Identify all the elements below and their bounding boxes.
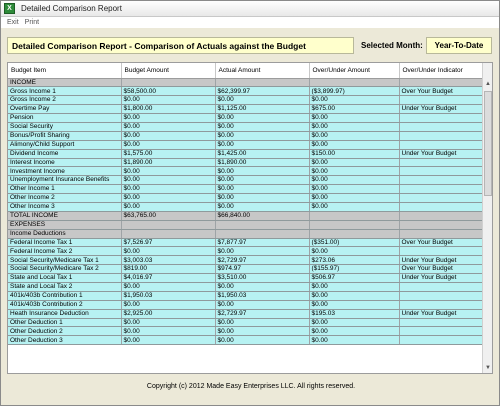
budget-amount-cell[interactable]: $0.00 [121,336,215,345]
over-under-indicator-cell[interactable] [399,300,484,309]
over-under-indicator-cell[interactable] [399,122,484,131]
actual-amount-cell[interactable]: $0.00 [215,176,309,185]
budget-item-cell[interactable]: State and Local Tax 2 [8,282,121,291]
report-title: Detailed Comparison Report - Comparison of Actuals against the Budget [7,37,354,54]
scroll-down-arrow-icon[interactable]: ▼ [485,365,491,371]
over-under-indicator-cell[interactable] [399,291,484,300]
table-row[interactable] [8,140,484,149]
table-row[interactable] [8,300,484,309]
over-under-amount-cell[interactable]: ($351.00) [309,238,399,247]
budget-amount-cell[interactable]: $0.00 [121,247,215,256]
actual-amount-cell[interactable]: $66,840.00 [215,211,309,220]
over-under-indicator-cell[interactable]: Under Your Budget [399,256,484,265]
actual-amount-cell[interactable]: $0.00 [215,114,309,123]
actual-amount-cell[interactable]: $0.00 [215,122,309,131]
actual-amount-cell[interactable]: $1,890.00 [215,158,309,167]
budget-item-cell[interactable]: Pension [8,114,121,123]
over-under-indicator-cell[interactable] [399,318,484,327]
over-under-amount-cell[interactable]: ($3,899.97) [309,87,399,96]
over-under-indicator-cell[interactable] [399,327,484,336]
over-under-indicator-cell[interactable] [399,185,484,194]
table-row[interactable] [8,291,484,300]
column-header-over-under-amount[interactable]: Over/Under Amount [309,63,399,78]
actual-amount-cell[interactable]: $0.00 [215,194,309,203]
over-under-indicator-cell[interactable]: Over Your Budget [399,238,484,247]
over-under-amount-cell[interactable]: $0.00 [309,131,399,140]
budget-amount-cell[interactable] [121,220,215,229]
over-under-indicator-cell[interactable] [399,202,484,211]
table-row[interactable] [8,336,484,345]
budget-amount-cell[interactable]: $819.00 [121,265,215,274]
table-row[interactable] [8,185,484,194]
over-under-amount-cell[interactable]: $195.03 [309,309,399,318]
budget-item-cell[interactable]: Other Income 1 [8,185,121,194]
over-under-indicator-cell[interactable] [399,158,484,167]
budget-amount-cell[interactable]: $63,765.00 [121,211,215,220]
table-row[interactable] [8,194,484,203]
budget-item-cell[interactable]: Gross Income 2 [8,96,121,105]
table-row[interactable] [8,176,484,185]
budget-item-cell[interactable]: Gross Income 1 [8,87,121,96]
table-row[interactable] [8,265,484,274]
over-under-indicator-cell[interactable] [399,114,484,123]
actual-amount-cell[interactable]: $0.00 [215,96,309,105]
over-under-amount-cell[interactable]: $0.00 [309,167,399,176]
budget-item-cell[interactable]: Other Income 3 [8,202,121,211]
table-row[interactable] [8,131,484,140]
budget-item-cell[interactable]: Social Security/Medicare Tax 1 [8,256,121,265]
actual-amount-cell[interactable]: $0.00 [215,167,309,176]
budget-item-cell[interactable]: Unemployment Insurance Benefits [8,176,121,185]
menu-bar [1,17,499,28]
over-under-indicator-cell[interactable]: Under Your Budget [399,274,484,283]
over-under-amount-cell[interactable]: $675.00 [309,105,399,114]
budget-amount-cell[interactable]: $0.00 [121,131,215,140]
section-row[interactable] [8,211,484,220]
over-under-amount-cell[interactable]: $273.06 [309,256,399,265]
actual-amount-cell[interactable]: $0.00 [215,140,309,149]
over-under-indicator-cell[interactable] [399,167,484,176]
actual-amount-cell[interactable]: $0.00 [215,247,309,256]
menu-exit[interactable]: Exit [7,19,19,26]
over-under-indicator-cell[interactable] [399,336,484,345]
over-under-indicator-cell[interactable]: Under Your Budget [399,149,484,158]
budget-item-cell[interactable]: Alimony/Child Support [8,140,121,149]
over-under-indicator-cell[interactable]: Over Your Budget [399,87,484,96]
section-row[interactable] [8,220,484,229]
over-under-amount-cell[interactable]: $0.00 [309,194,399,203]
over-under-amount-cell[interactable]: $0.00 [309,336,399,345]
over-under-indicator-cell[interactable] [399,247,484,256]
table-row[interactable] [8,122,484,131]
budget-amount-cell[interactable]: $0.00 [121,140,215,149]
budget-item-cell[interactable]: Bonus/Profit Sharing [8,131,121,140]
over-under-indicator-cell[interactable] [399,282,484,291]
budget-amount-cell[interactable] [121,229,215,238]
comparison-table [8,63,485,345]
table-row[interactable] [8,247,484,256]
over-under-amount-cell[interactable] [309,229,399,238]
over-under-indicator-cell[interactable] [399,211,484,220]
budget-amount-cell[interactable]: $1,800.00 [121,105,215,114]
actual-amount-cell[interactable]: $62,399.97 [215,87,309,96]
actual-amount-cell[interactable]: $0.00 [215,282,309,291]
over-under-indicator-cell[interactable]: Under Your Budget [399,309,484,318]
over-under-amount-cell[interactable]: $0.00 [309,291,399,300]
budget-item-cell[interactable]: TOTAL INCOME [8,211,121,220]
actual-amount-cell[interactable]: $2,729.97 [215,309,309,318]
actual-amount-cell[interactable]: $2,729.97 [215,256,309,265]
over-under-amount-cell[interactable]: $0.00 [309,96,399,105]
actual-amount-cell[interactable]: $0.00 [215,336,309,345]
actual-amount-cell[interactable]: $0.00 [215,185,309,194]
section-row[interactable] [8,78,484,87]
table-row[interactable] [8,327,484,336]
table-row[interactable] [8,318,484,327]
over-under-amount-cell[interactable]: $0.00 [309,202,399,211]
budget-amount-cell[interactable] [121,78,215,87]
table-row[interactable] [8,256,484,265]
over-under-amount-cell[interactable]: $0.00 [309,176,399,185]
budget-amount-cell[interactable]: $1,575.00 [121,149,215,158]
table-row[interactable] [8,309,484,318]
over-under-indicator-cell[interactable] [399,140,484,149]
table-row[interactable] [8,149,484,158]
actual-amount-cell[interactable]: $1,125.00 [215,105,309,114]
actual-amount-cell[interactable] [215,229,309,238]
over-under-indicator-cell[interactable] [399,131,484,140]
budget-amount-cell[interactable]: $0.00 [121,327,215,336]
over-under-amount-cell[interactable]: $506.97 [309,274,399,283]
table-row[interactable] [8,158,484,167]
table-row[interactable] [8,282,484,291]
budget-amount-cell[interactable]: $0.00 [121,114,215,123]
budget-amount-cell[interactable]: $2,925.00 [121,309,215,318]
budget-item-cell[interactable]: EXPENSES [8,220,121,229]
budget-item-cell[interactable]: Other Deduction 1 [8,318,121,327]
budget-amount-cell[interactable]: $0.00 [121,194,215,203]
actual-amount-cell[interactable]: $974.97 [215,265,309,274]
menu-print[interactable]: Print [24,19,40,26]
copyright-text: Copyright (c) 2012 Made Easy Enterprises LLC. All rights reserved. [146,383,356,390]
budget-item-cell[interactable]: Social Security [8,122,121,131]
budget-amount-cell[interactable]: $0.00 [121,185,215,194]
header-row [8,63,484,78]
over-under-indicator-cell[interactable] [399,220,484,229]
table-row[interactable] [8,87,484,96]
budget-item-cell[interactable]: State and Local Tax 1 [8,274,121,283]
budget-amount-cell[interactable]: $0.00 [121,96,215,105]
title-bar [1,1,499,17]
over-under-amount-cell[interactable]: $0.00 [309,158,399,167]
actual-amount-cell[interactable]: $1,950.03 [215,291,309,300]
over-under-indicator-cell[interactable] [399,96,484,105]
over-under-amount-cell[interactable]: $0.00 [309,122,399,131]
budget-amount-cell[interactable]: $1,890.00 [121,158,215,167]
table-row[interactable] [8,274,484,283]
table-row[interactable] [8,114,484,123]
budget-item-cell[interactable]: Income Deductions [8,229,121,238]
scroll-thumb[interactable] [484,91,492,196]
over-under-amount-cell[interactable]: ($155.97) [309,265,399,274]
budget-item-cell[interactable]: Dividend Income [8,149,121,158]
column-header-actual-amount[interactable]: Actual Amount [215,63,309,78]
budget-item-cell[interactable]: INCOME [8,78,121,87]
scroll-up-arrow-icon[interactable]: ▲ [485,81,491,87]
budget-item-cell[interactable]: Federal Income Tax 2 [8,247,121,256]
over-under-amount-cell[interactable]: $0.00 [309,114,399,123]
budget-amount-cell[interactable]: $0.00 [121,167,215,176]
budget-amount-cell[interactable]: $0.00 [121,122,215,131]
budget-item-cell[interactable]: Social Security/Medicare Tax 2 [8,265,121,274]
budget-item-cell[interactable]: Other Deduction 2 [8,327,121,336]
over-under-indicator-cell[interactable] [399,176,484,185]
budget-item-cell[interactable]: Other Deduction 3 [8,336,121,345]
report-header [1,28,499,62]
over-under-amount-cell[interactable]: $0.00 [309,247,399,256]
budget-item-cell[interactable]: Overtime Pay [8,105,121,114]
over-under-indicator-cell[interactable]: Over Your Budget [399,265,484,274]
window-title: Detailed Comparison Report [21,4,122,13]
budget-item-cell[interactable]: Federal Income Tax 1 [8,238,121,247]
actual-amount-cell[interactable]: $0.00 [215,327,309,336]
budget-item-cell[interactable]: Investment Income [8,167,121,176]
actual-amount-cell[interactable]: $0.00 [215,300,309,309]
actual-amount-cell[interactable]: $1,425.00 [215,149,309,158]
table-row[interactable] [8,105,484,114]
table-row[interactable] [8,238,484,247]
budget-amount-cell[interactable]: $0.00 [121,282,215,291]
budget-amount-cell[interactable]: $1,950.03 [121,291,215,300]
selected-month-field[interactable]: Year-To-Date [426,37,492,54]
over-under-amount-cell[interactable] [309,211,399,220]
over-under-amount-cell[interactable]: $0.00 [309,327,399,336]
budget-amount-cell[interactable]: $0.00 [121,300,215,309]
budget-amount-cell[interactable]: $0.00 [121,202,215,211]
actual-amount-cell[interactable]: $0.00 [215,202,309,211]
table-body [8,78,484,345]
budget-amount-cell[interactable]: $0.00 [121,318,215,327]
vertical-scrollbar[interactable] [482,63,492,373]
over-under-indicator-cell[interactable]: Under Your Budget [399,105,484,114]
budget-amount-cell[interactable]: $3,003.03 [121,256,215,265]
budget-amount-cell[interactable]: $4,016.97 [121,274,215,283]
actual-amount-cell[interactable] [215,78,309,87]
over-under-amount-cell[interactable]: $0.00 [309,282,399,291]
budget-amount-cell[interactable]: $0.00 [121,176,215,185]
selected-month-label: Selected Month: [361,41,423,50]
over-under-amount-cell[interactable]: $0.00 [309,318,399,327]
actual-amount-cell[interactable] [215,220,309,229]
over-under-amount-cell[interactable] [309,220,399,229]
over-under-amount-cell[interactable]: $0.00 [309,140,399,149]
over-under-indicator-cell[interactable] [399,194,484,203]
budget-item-cell[interactable]: Interest Income [8,158,121,167]
table-row[interactable] [8,202,484,211]
actual-amount-cell[interactable]: $3,510.00 [215,274,309,283]
over-under-amount-cell[interactable]: $150.00 [309,149,399,158]
over-under-amount-cell[interactable]: $0.00 [309,185,399,194]
actual-amount-cell[interactable]: $7,877.97 [215,238,309,247]
spreadsheet-icon: X [4,3,15,14]
budget-amount-cell[interactable]: $7,526.97 [121,238,215,247]
over-under-amount-cell[interactable]: $0.00 [309,300,399,309]
column-header-budget-item[interactable]: Budget Item [8,63,121,78]
budget-item-cell[interactable]: 401k/403b Contribution 1 [8,291,121,300]
budget-item-cell[interactable]: Heath Insurance Deduction [8,309,121,318]
actual-amount-cell[interactable]: $0.00 [215,131,309,140]
actual-amount-cell[interactable]: $0.00 [215,318,309,327]
column-header-budget-amount[interactable]: Budget Amount [121,63,215,78]
budget-item-cell[interactable]: 401k/403b Contribution 2 [8,300,121,309]
budget-item-cell[interactable]: Other Income 2 [8,194,121,203]
column-header-over-under-indicator[interactable]: Over/Under Indicator [399,63,484,78]
over-under-indicator-cell[interactable] [399,229,484,238]
over-under-amount-cell[interactable] [309,78,399,87]
budget-amount-cell[interactable]: $58,500.00 [121,87,215,96]
table-row[interactable] [8,167,484,176]
comparison-grid[interactable] [7,62,493,374]
section-row[interactable] [8,229,484,238]
over-under-indicator-cell[interactable] [399,78,484,87]
table-row[interactable] [8,96,484,105]
